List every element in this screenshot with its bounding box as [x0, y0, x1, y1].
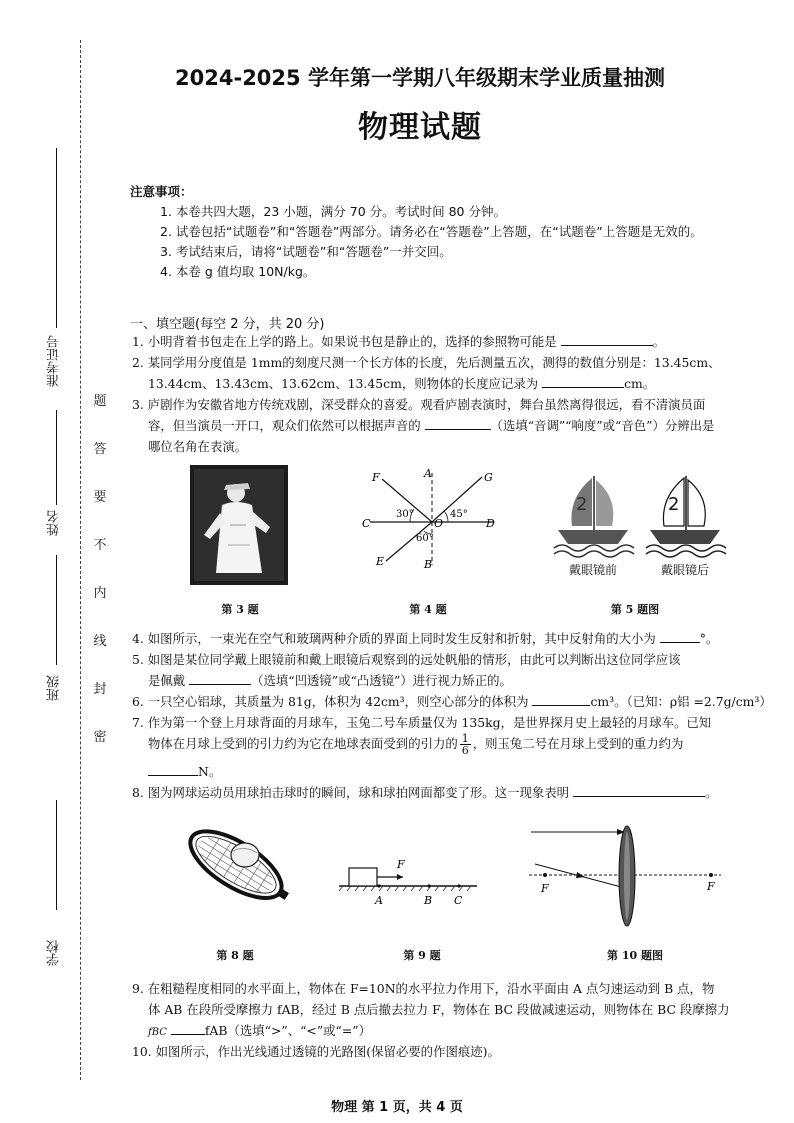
fig3-photo	[190, 465, 288, 585]
question-7-cont2	[148, 761, 768, 782]
question-7-cont	[148, 733, 768, 756]
q2-end: cm。	[624, 376, 656, 391]
q6-end: cm³。（已知：ρ铝 =2.7g/cm³）	[590, 694, 772, 709]
fig9-label-F: F	[397, 858, 405, 871]
seal-char-2: 答	[93, 442, 107, 457]
school-line	[56, 800, 57, 910]
notice-item: 3. 考试结束后，请将“试题卷”和“答题卷”一并交回。	[160, 244, 452, 259]
notice-item: 2. 试卷包括“试题卷”和“答题卷”两部分。请务必在“答题卷”上答题，在“试题卷”上答题是无效的。	[160, 224, 703, 239]
class-line	[56, 555, 57, 665]
fig4-angle-45: 45°	[450, 509, 468, 520]
question-4	[132, 628, 752, 649]
q5-line1: 5. 如图是某位同学戴上眼镜前和戴上眼镜后观察到的远处帆船的情形，由此可以判断出这位同学应该	[132, 652, 681, 667]
fig5-boat-before	[548, 468, 638, 558]
q1-end: 。	[652, 334, 665, 349]
fig10-diagram	[525, 820, 725, 930]
q7-line2: 物体在月球上受到的引力约为它在地球表面受到的引力的	[148, 736, 458, 751]
question-2-cont	[148, 373, 768, 394]
fig10-label-F-left: F	[541, 882, 549, 895]
q2-line1: 2. 某同学用分度值是 1mm的刻度尺测一个长方体的长度，先后测量五次，测得的数值分别是：13.45cm、	[132, 355, 721, 370]
fig9-caption: 第 9 题	[403, 949, 441, 962]
class-label: 班级	[47, 675, 62, 701]
q9-line2: 体 AB 在段所受摩擦力 fAB，经过 B 点后撤去拉力 F，物体在 BC 段做减速运动，则物体在 BC 段摩擦力	[148, 1002, 730, 1017]
school-label: 学校	[47, 940, 62, 966]
question-8	[132, 782, 752, 803]
answer-blank	[171, 1020, 205, 1035]
notice-block	[130, 182, 760, 282]
q5-end: （选填“凹透镜”或“凸透镜”）进行视力矫正的。	[251, 673, 512, 688]
question-5	[132, 649, 752, 670]
fig4-caption: 第 4 题	[409, 603, 447, 616]
q7-line2-end: ，则玉兔二号在月球上受到的重力约为	[472, 736, 684, 751]
seal-char-7: 封	[93, 682, 107, 697]
q3-line3: 哪位名角在表演。	[148, 439, 248, 454]
fig5-caption: 第 5 题图	[610, 603, 660, 616]
answer-blank	[660, 628, 700, 643]
q3-line2: 容，但当演员一开口，观众们依然可以根据声音的	[148, 418, 421, 433]
q8-text: 8. 图为网球运动员用球拍击球时的瞬间，球和球拍网面都变了形。这一现象表明	[132, 785, 570, 800]
question-3-cont2	[148, 436, 768, 457]
question-9	[132, 978, 752, 999]
q4-text: 4. 如图所示，一束光在空气和玻璃两种介质的界面上同时发生反射和折射，其中反射角的大小为	[132, 631, 656, 646]
question-3	[132, 394, 752, 415]
answer-blank	[542, 373, 624, 388]
answer-blank	[573, 782, 705, 797]
notice-item: 4. 本卷 g 值均取 10N/kg。	[160, 264, 316, 279]
fig3-caption: 第 3 题	[221, 603, 259, 616]
seal-char-3: 要	[93, 490, 107, 505]
fig10-caption: 第 10 题图	[607, 949, 663, 962]
fig5-boat-after	[640, 468, 730, 558]
q8-end: 。	[705, 785, 718, 800]
notice-heading: 注意事项：	[130, 184, 193, 199]
seal-char-4: 不	[93, 538, 107, 553]
question-9-cont2	[148, 1020, 768, 1043]
question-10	[132, 1041, 752, 1062]
fraction-numerator: 1	[461, 732, 469, 745]
q5-line2: 是佩戴	[148, 673, 186, 688]
seal-char-1: 题	[93, 394, 107, 409]
name-label: 姓名	[47, 510, 62, 536]
q9-end: fAB（选填“>”、“<”或“=”）	[204, 1023, 371, 1038]
answer-blank	[148, 761, 198, 776]
fig5-label-after: 戴眼镜后	[660, 563, 709, 577]
answer-blank	[425, 415, 491, 430]
question-1	[132, 331, 752, 352]
name-line	[56, 410, 57, 505]
q1-text: 1. 小明背着书包走在上学的路上。如果说书包是静止的，选择的参照物可能是	[132, 334, 557, 349]
subject-title: 物理试题	[358, 110, 482, 145]
fig4-diagram	[358, 465, 508, 570]
binding-margin	[0, 0, 110, 1123]
fig4-label-B: B	[424, 558, 433, 570]
q9-f-bc: fBC	[148, 1027, 167, 1038]
fig4-angle-60: 60°	[416, 533, 434, 544]
seal-char-6: 线	[93, 634, 107, 649]
notice-item: 1. 本卷共四大题，23 小题，满分 70 分。考试时间 80 分钟。	[160, 204, 506, 219]
svg-text:2: 2	[576, 494, 588, 515]
q3-line1: 3. 庐剧作为安徽省地方传统戏剧，深受群众的喜爱。观看庐剧表演时，舞台虽然离得很远，看不清演员面	[132, 397, 706, 412]
fraction-denominator: 6	[461, 744, 469, 757]
fig9-label-B: B	[424, 894, 433, 907]
question-2	[132, 352, 752, 373]
q7-fraction	[460, 733, 471, 756]
question-9-cont	[148, 999, 768, 1020]
exam-id-line	[56, 148, 57, 328]
exam-id-label: 准考证号	[47, 335, 62, 387]
fig9-label-A: A	[375, 894, 383, 907]
exam-title: 2024-2025 学年第一学期八年级期末学业质量抽测	[175, 66, 665, 90]
answer-blank	[561, 331, 653, 346]
question-5-cont	[148, 670, 768, 691]
svg-text:2: 2	[668, 494, 680, 515]
fig4-label-A: A	[424, 467, 432, 480]
question-7	[132, 712, 752, 733]
margin-dashed-line	[80, 40, 81, 1080]
fig8-caption: 第 8 题	[216, 949, 254, 962]
section-title: 一、填空题(每空 2 分，共 20 分)	[130, 317, 325, 332]
seal-char-5: 内	[93, 586, 107, 601]
fig5-label-before: 戴眼镜前	[568, 563, 617, 577]
q4-end: °。	[699, 631, 719, 646]
fig4-label-D: D	[486, 517, 495, 530]
fig10-label-F-right: F	[707, 880, 715, 893]
q10-text: 10. 如图所示，作出光线通过透镜的光路图(保留必要的作图痕迹)。	[132, 1044, 500, 1059]
fig4-label-G: G	[484, 471, 493, 484]
q2-line2: 13.44cm、13.43cm、13.62cm、13.45cm，则物体的长度应记录为	[148, 376, 539, 391]
fig4-label-C: C	[362, 517, 371, 530]
question-3-cont	[148, 415, 768, 436]
fig4-label-O: O	[434, 517, 444, 530]
q7-line1: 7. 作为第一个登上月球背面的月球车，玉兔二号车质量仅为 135kg，是世界探月史上最轻的月球车。已知	[132, 715, 712, 730]
page-footer: 物理 第 1 页，共 4 页	[331, 1100, 463, 1115]
seal-char-8: 密	[93, 730, 107, 745]
fig4-angle-30: 30°	[396, 509, 414, 520]
q9-line1: 9. 在粗糙程度相同的水平面上，物体在 F=10N的水平拉力作用下，沿水平面由 A 点匀速运动到 B 点，物	[132, 981, 715, 996]
fig8-racket-illustration	[175, 815, 295, 925]
fig4-label-E: E	[376, 555, 385, 568]
question-6	[132, 691, 772, 712]
q6-text: 6. 一只空心铝球，其质量为 81g，体积为 42cm³，则空心部分的体积为	[132, 694, 529, 709]
fig4-label-F: F	[372, 471, 380, 484]
q3-mid: （选填“音调”“响度”或“音色”）分辨出是	[490, 418, 715, 433]
answer-blank	[189, 670, 251, 685]
answer-blank	[532, 691, 590, 706]
fig9-label-C: C	[454, 894, 463, 907]
q7-end: N。	[198, 764, 222, 779]
fig9-diagram	[335, 852, 485, 912]
opera-performer-illustration	[190, 465, 288, 585]
